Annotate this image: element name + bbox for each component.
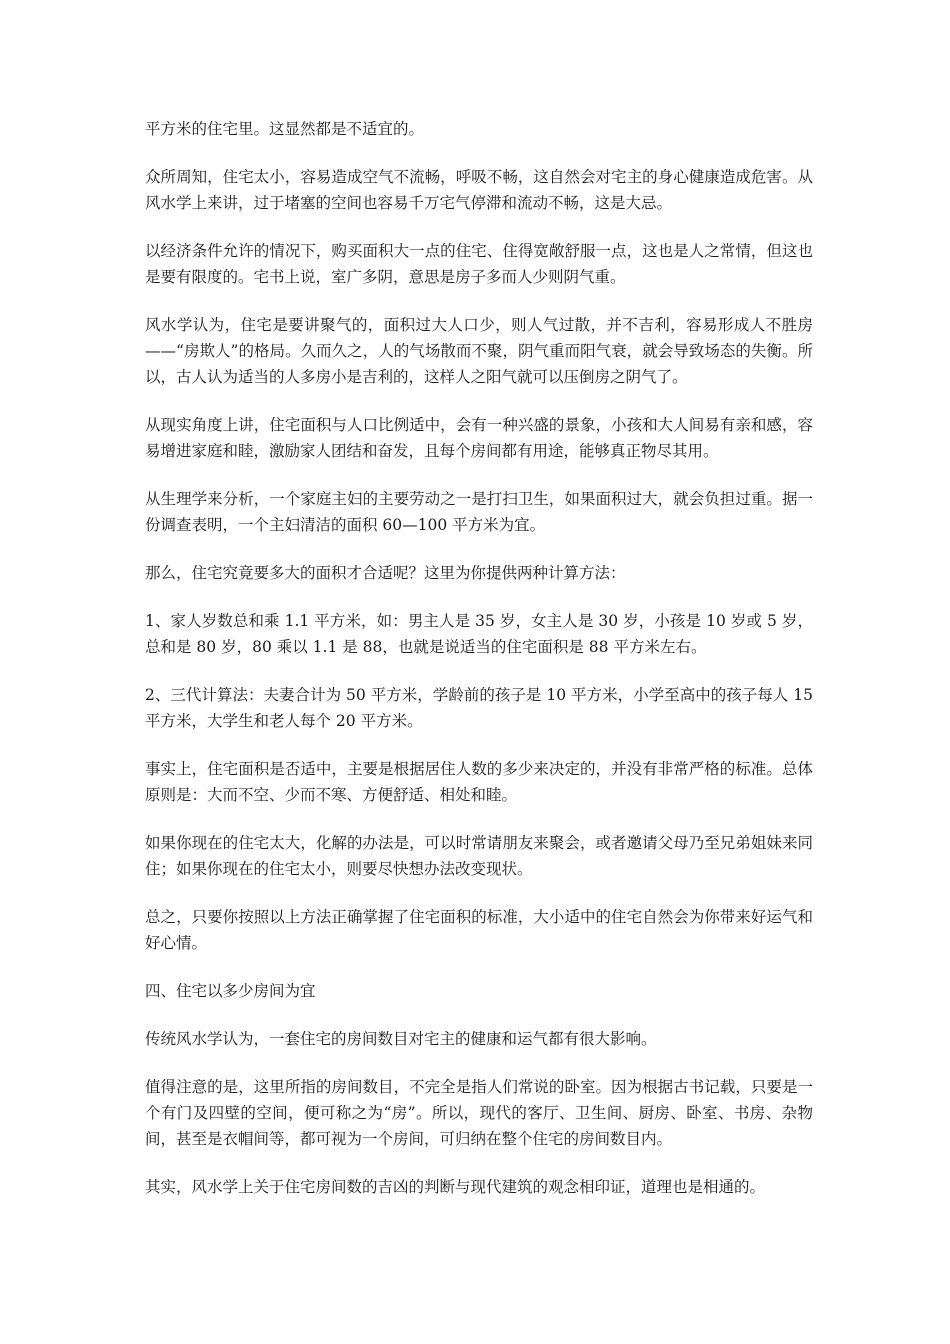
paragraph-10: 事实上，住宅面积是否适中，主要是根据居住人数的多少来决定的，并没有非常严格的标准。总体原则是：大而不空、少而不寒、方便舒适、相处和睦。 [145,760,813,804]
paragraph-14: 传统风水学认为，一套住宅的房间数目对宅主的健康和运气都有很大影响。 [145,1030,657,1048]
paragraph-16: 其实，风水学上关于住宅房间数的吉凶的判断与现代建筑的观念相印证，道理也是相通的。 [145,1178,766,1196]
paragraph-5: 从现实角度上讲，住宅面积与人口比例适中，会有一种兴盛的景象，小孩和大人间易有亲和感，容易增进家庭和睦，激励家人团结和奋发，且每个房间都有用途，能够真正物尽其用。 [145,416,813,460]
paragraph-6: 从生理学来分析，一个家庭主妇的主要劳动之一是打扫卫生，如果面积过大，就会负担过重。据一份调查表明，一个主妇清洁的面积 60—100 平方米为宜。 [145,490,813,534]
paragraph-2: 众所周知，住宅太小，容易造成空气不流畅，呼吸不畅，这自然会对宅主的身心健康造成危害。从风水学上来讲，过于堵塞的空间也容易千万宅气停滞和流动不畅，这是大忌。 [145,168,813,212]
paragraph-15: 值得注意的是，这里所指的房间数目，不完全是指人们常说的卧室。因为根据古书记载，只要是一个有门及四壁的空间，便可称之为“房”。所以，现代的客厅、卫生间、厨房、卧室、书房、杂物间，甚至是衣帽间等，都可视为一个房间，可归纳在整个住宅的房间数目内。 [145,1078,813,1148]
paragraph-4: 风水学认为，住宅是要讲聚气的，面积过大人口少，则人气过散，并不吉利，容易形成人不胜房——“房欺人”的格局。久而久之，人的气场散而不聚，阴气重而阳气衰，就会导致场态的失衡。所以，古人认为适当的人多房小是吉利的，这样人之阳气就可以压倒房之阴气了。 [145,316,813,386]
paragraph-12: 总之，只要你按照以上方法正确掌握了住宅面积的标准，大小适中的住宅自然会为你带来好运气和好心情。 [145,908,813,952]
method-1-paragraph: 1、家人岁数总和乘 1.1 平方米，如：男主人是 35 岁，女主人是 30 岁，小孩是 10 岁或 5 岁，总和是 80 岁，80 乘以 1.1 是 88，也就是说适当的住宅面积是 88 平方米左右。 [145,612,813,656]
paragraph-1: 平方米的住宅里。这显然都是不适宜的。 [145,120,425,138]
paragraph-11: 如果你现在的住宅太大，化解的办法是，可以时常请朋友来聚会，或者邀请父母乃至兄弟姐妹来同住；如果你现在的住宅太小，则要尽快想办法改变现状。 [145,834,813,878]
section-heading: 四、住宅以多少房间为宜 [145,982,316,1000]
document-body [145,116,813,1222]
method-2-paragraph: 2、三代计算法：夫妻合计为 50 平方米，学龄前的孩子是 10 平方米，小学至高中的孩子每人 15 平方米，大学生和老人每个 20 平方米。 [145,686,813,730]
paragraph-3: 以经济条件允许的情况下，购买面积大一点的住宅、住得宽敞舒服一点，这也是人之常情，但这也是要有限度的。宅书上说，室广多阴，意思是房子多而人少则阴气重。 [145,242,813,286]
paragraph-7: 那么，住宅究竟要多大的面积才合适呢？这里为你提供两种计算方法： [145,564,626,582]
